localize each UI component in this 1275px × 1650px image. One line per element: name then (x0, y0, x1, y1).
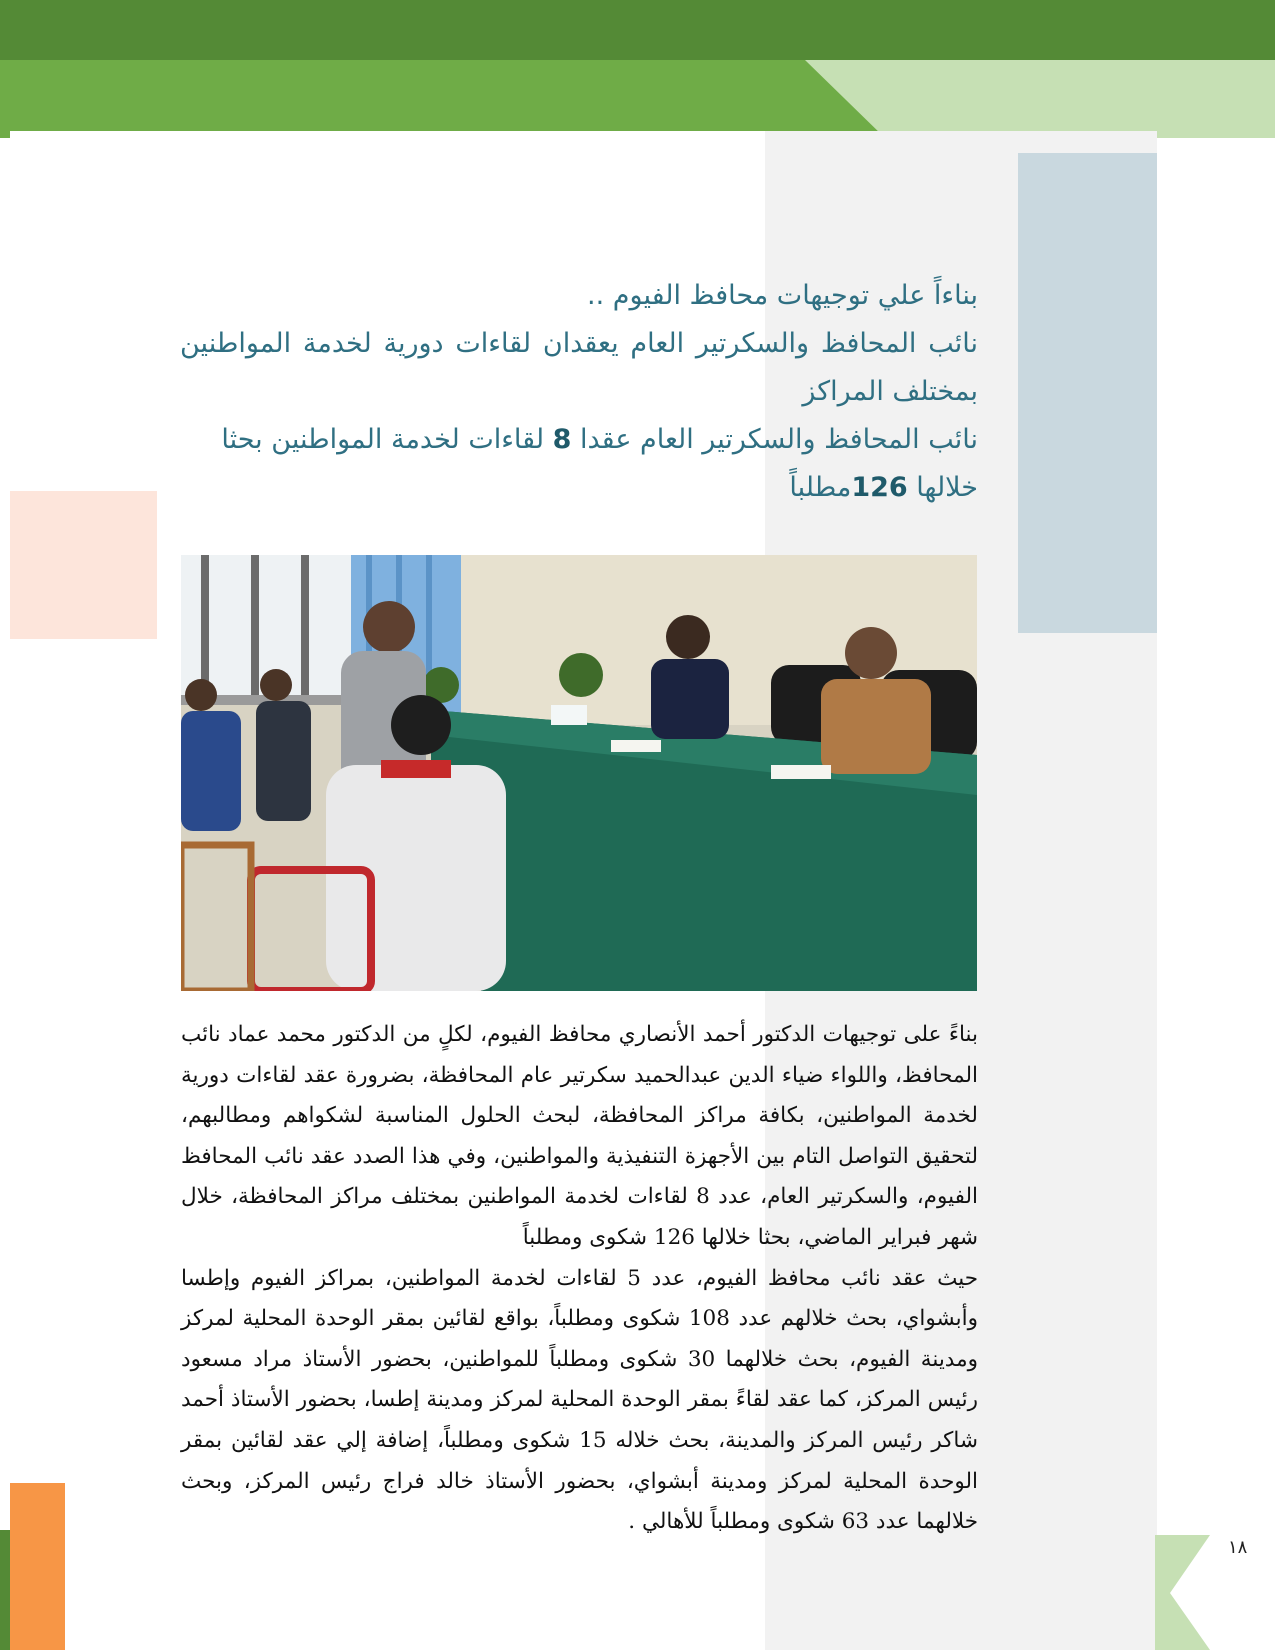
header-band-dark (0, 0, 1275, 60)
meetings-count: 8 (552, 424, 572, 455)
body-paragraph-2: حيث عقد نائب محافظ الفيوم، عدد 5 لقاءات لخدمة المواطنين، بمراكز الفيوم وإطسا وأبشواي، بحث خلالهم عدد 108 شكوى ومطلباً، بواقع لقائين بمقر الوحدة المحلية لمركز ومدينة الفيوم، بحث خلالهما 30 شكوى ومطلباً للمواطنين، بحضور الأستاذ مراد مسعود رئيس المركز، كما عقد لقاءً بمقر الوحدة المحلية لمركز ومدينة إطسا، بحضور الأستاذ أحمد شاكر رئيس المركز والمدينة، بحث خلاله 15 شكوى ومطلباً، إضافة إلي عقد لقائين بمقر الوحدة المحلية لمركز ومدينة أبشواي، بحضور الأستاذ خالد فراج رئيس المركز، وبحث خلالهما عدد 63 شكوى ومطلباً للأهالي . (181, 1265, 978, 1535)
decor-peach-block (10, 491, 157, 639)
decor-green-strip (0, 1530, 10, 1650)
headline-line-3: نائب المحافظ والسكرتير العام عقدا 8 لقاءات لخدمة المواطنين بحثا خلالها 126مطلباً (221, 424, 978, 503)
decor-blue-block (1018, 153, 1157, 633)
requests-count: 126 (851, 472, 908, 503)
decor-orange-block (10, 1483, 65, 1650)
page-number: ١٨ (1228, 1537, 1248, 1558)
meeting-photo (181, 555, 977, 991)
headline (180, 272, 978, 512)
article-body (181, 1015, 978, 1543)
headline-line-2: نائب المحافظ والسكرتير العام يعقدان لقاءات دورية لخدمة المواطنين بمختلف المراكز (180, 328, 978, 407)
meeting-photo-icon (181, 555, 977, 991)
headline-line-1: بناءاً علي توجيهات محافظ الفيوم .. (587, 280, 978, 311)
body-paragraph-1: بناءً على توجيهات الدكتور أحمد الأنصاري محافظ الفيوم، لكلٍ من الدكتور محمد عماد نائب المحافظ، واللواء ضياء الدين عبدالحميد سكرتير عام المحافظة، بضرورة عقد لقاءات دورية لخدمة المواطنين، بكافة مراكز المحافظة، لبحث الحلول المناسبة لشكواهم ومطالبهم، لتحقيق التواصل التام بين الأجهزة التنفيذية والمواطنين، وفي هذا الصدد عقد نائب المحافظ الفيوم، والسكرتير العام، عدد 8 لقاءات لخدمة المواطنين بمختلف مراكز المحافظة، خلال شهر فبراير الماضي، بحثا خلالها 126 شكوى ومطلباً (181, 1022, 978, 1250)
